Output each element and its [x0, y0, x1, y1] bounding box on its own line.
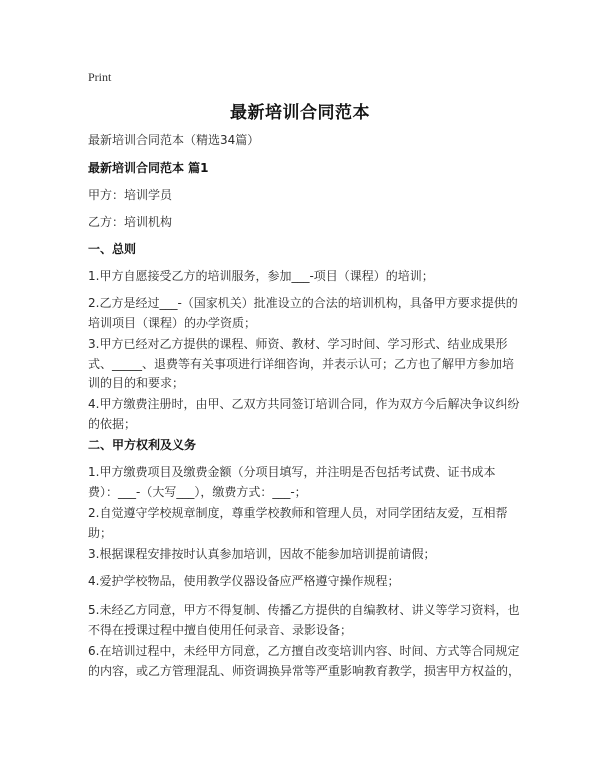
rights-clause-5: 5.未经乙方同意，甲方不得复制、传播乙方提供的自编教材、讲义等学习资料，也不得在授课过程中擅自使用任何录音、录影设备；: [88, 603, 520, 637]
rights-clause-1: 1.甲方缴费项目及缴费金额（分项目填写，并注明是否包括考试费、证书成本费）：___-（大写___），缴费方式：___-；: [88, 465, 496, 499]
rights-clause-4: 4.爱护学校物品，使用教学仪器设备应严格遵守操作规程；: [88, 574, 400, 588]
rights-clause-2: 2.自觉遵守学校规章制度，尊重学校教师和管理人员，对同学团结友爱，互相帮助；: [88, 506, 508, 540]
party-b: 乙方：培训机构: [88, 215, 173, 229]
rights-clause-3: 3.根据课程安排按时认真参加培训，因故不能参加培训提前请假；: [88, 547, 436, 561]
general-clause-4: 4.甲方缴费注册时，由甲、乙双方共同签订培训合同，作为双方今后解决争议纠纷的依据；: [88, 397, 520, 431]
page-title: 最新培训合同范本: [230, 103, 370, 123]
print-link[interactable]: Print: [88, 70, 112, 84]
general-clause-3: 3.甲方已经对乙方提供的课程、师资、教材、学习时间、学习形式、结业成果形式、_____、退费等有关事项进行详细咨询，并表示认可；乙方也了解甲方参加培训的目的和要求；: [88, 337, 515, 390]
section-heading: 最新培训合同范本 篇1: [88, 161, 209, 175]
general-clause-1: 1.甲方自愿接受乙方的培训服务，参加___-项目（课程）的培训；: [88, 269, 434, 283]
rights-heading: 二、甲方权利及义务: [88, 438, 197, 452]
doc-subtitle: 最新培训合同范本（精选34篇）: [88, 133, 260, 147]
rights-clause-6: 6.在培训过程中，未经甲方同意，乙方擅自改变培训内容、时间、方式等合同规定的内容，或乙方管理混乱、师资调换异常等严重影响教育教学，损害甲方权益的，: [88, 644, 521, 678]
party-a: 甲方：培训学员: [88, 188, 173, 202]
general-clause-2: 2.乙方是经过___-（国家机关）批准设立的合法的培训机构，具备甲方要求提供的培训项目（课程）的办学资质；: [88, 296, 518, 330]
general-heading: 一、总则: [88, 242, 137, 256]
